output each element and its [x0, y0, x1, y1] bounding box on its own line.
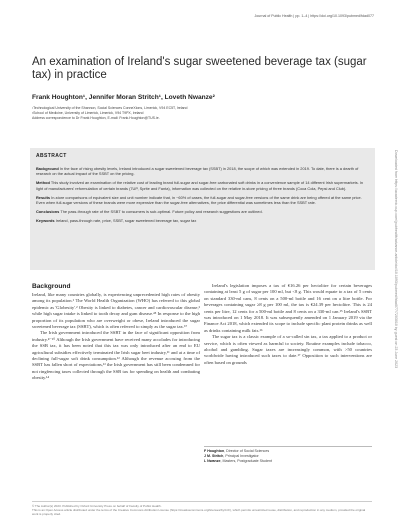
license-line: This is an Open Access article distributed under the terms of the Creative Commons Attribution License (https://creativecommons.org/licenses/by/4.0/), which permits unrestricted reuse, distribution, and reproduction in any medium, provided the original work is properly cited.: [32, 508, 366, 516]
bio-name: F Houghton: [204, 449, 225, 453]
abstract-conclusions-text: The pass-through rate of the SSBT to consumers is sub-optimal. Future policy and research suggestions are outlined.: [59, 209, 263, 215]
bio-item: [204, 459, 372, 464]
abstract-results-label: Results: [36, 194, 51, 200]
affiliation-2: ²School of Medicine, University of Limerick, Limerick, V94 T9PX, Ireland: [32, 111, 144, 115]
running-head: Journal of Public Health | pp. 1–4 | https://doi.org/10.1093/pubmed/fdad077: [254, 14, 374, 18]
abstract-background-label: Background: [36, 166, 59, 171]
abstract-heading: ABSTRACT: [36, 153, 67, 159]
affiliation-1: ¹Technological University of the Shannon, Social Sciences ConneXions, Limerick, V94 EC5T, Ireland: [32, 106, 188, 110]
bio-name: L Nwanze: [204, 459, 221, 464]
body-paragraph: Ireland's legislation imposes a tax of €16.26 per hectolitre for certain beverages containing at least 5 g of sugar per 100 ml, but <8 g. This would equate to a tax of 5 cents on standard 330-ml cans, 8 cents on a 500-ml bottle and 16 cent on a litre bottle. For beverages containing sugar ≥8 g per 100 ml, the tax is €24.39 per hectolitre. This is 24 cents per litre, 12 cents for a 500-ml bottle and 8 cents on a 330-ml can.¹⁵ Ireland's SSBT was introduced on 1 May 2018. It was subsequently amended on 1 January 2019 via the Finance Act 2018, which extended its scope to include specific plant protein drinks as well as drinks containing milk fats.¹⁶: [204, 283, 372, 333]
bio-name: J M. Stritch: [204, 454, 224, 459]
body-paragraph: Ireland, like many countries globally, is experiencing unprecedented high rates of obesity among its population.¹ The World Health Organization (WHO) has referred to this global epidemic as 'Globesity'.² Obesity is linked to diabetes, cancer and cardiovascular disease,³ while high sugar intake is linked to tooth decay and gum disease.⁴⁵ In response to the high proportion of its population who are overweight or obese, Ireland introduced the sugar sweetened beverage tax (SSBT), which is often referred to simply as the sugar tax.⁶⁷: [32, 292, 200, 330]
left-column: [32, 292, 200, 382]
bio-role: , Masters, Postgraduate Student: [220, 459, 273, 464]
affiliations: [32, 106, 332, 121]
abstract-method: [36, 180, 368, 190]
download-note: Downloaded from https://academic.oup.com/jpubhealth/advance-article/doi/10.1093/pubmed/fdad077/7203010 by guest on 23 June 2023: [394, 150, 398, 369]
abstract-conclusions-label: Conclusions: [36, 209, 60, 215]
body-paragraph: The Irish government introduced the SSBT in the face of significant opposition from industry.⁸⁻¹⁰ Although the Irish government have received many accolades for introducing the SSB tax, it has been noted that this tax was only introduced after an end to EU agricultural subsidies effectively terminated the Irish sugar beet industry,¹¹ and at a time of declining full-sugar soft drink consumption.¹² Although the revenue accruing from the SSBT has fallen short of expectations,¹³ the Irish government has still been condemned for not ringfencing taxes collected through the SSB tax for spending on health and combating obesity.¹⁴: [32, 330, 200, 381]
abstract-body: [36, 166, 368, 228]
abstract-method-label: Method: [36, 180, 50, 186]
article-title: An examination of Ireland's sugar sweetened beverage tax (sugar tax) in practice: [32, 56, 367, 81]
author-list: Frank Houghton¹, Jennifer Moran Stritch¹, Loveth Nwanze²: [32, 94, 215, 101]
abstract-background-text: In the face of rising obesity levels, Ireland introduced a sugar sweetened beverage tax (SSBT) in 2018, the scope of which was extended in 2019. To date, there is a dearth of research on the actual impact of the SSBT on the pricing.: [36, 166, 359, 177]
abstract-keywords: [36, 218, 368, 223]
body-paragraph: The sugar tax is a classic example of a so-called sin tax, a tax applied to a product or service, which is often viewed as harmful to society. Routine examples include tobacco, alcohol and gambling. Sugar taxes are increasingly common, with >50 countries worldwide having introduced such taxes to date.¹⁷ Opposition to such interventions are often based on grounds: [204, 334, 372, 365]
author-bios: [204, 446, 372, 465]
bio-role: , Principal Investigator: [223, 454, 259, 459]
abstract-results: [36, 195, 368, 205]
bio-role: , Director of Social Sciences: [224, 449, 270, 453]
abstract-conclusions: [36, 209, 368, 214]
correspondence: Address correspondence to Dr Frank Houghton, E-mail: Frank.Houghton@TUS.ie.: [32, 116, 160, 120]
keywords-text: Ireland, pass-through rate, price, SSBT, sugar sweetened beverage tax, sugar tax: [54, 218, 197, 224]
abstract-results-text: In-store comparisons of equivalent size and unit number indicate that, in ~60% of cases, the full-sugar and sugar-free versions of the same drink are being offered at the same price. Even when full-sugar versions of these brands were more expensive than the sugar-free alternatives, the price differential was sometimes less than the SSBT rate.: [36, 194, 362, 206]
page-footer: [32, 501, 372, 516]
section-title: Background: [32, 283, 71, 290]
abstract-background: [36, 166, 368, 176]
copyright-line: © The Author(s) 2023. Published by Oxford University Press on behalf of Faculty of Public Health.: [32, 504, 162, 508]
keywords-label: Keywords: [36, 218, 55, 224]
right-column: [204, 283, 372, 366]
abstract-method-text: This study involved an examination of the relative cost of leading brand full-sugar and sugar-free carbonated soft drinks in a convenience sample of 14 different Irish supermarkets. In light of manufacturers' reformulation of certain brands (7UP, Sprite and Fanta), information was collected on the relative in-store pricing of three brands (Coca Cola, Pepsi and Club).: [36, 180, 364, 191]
